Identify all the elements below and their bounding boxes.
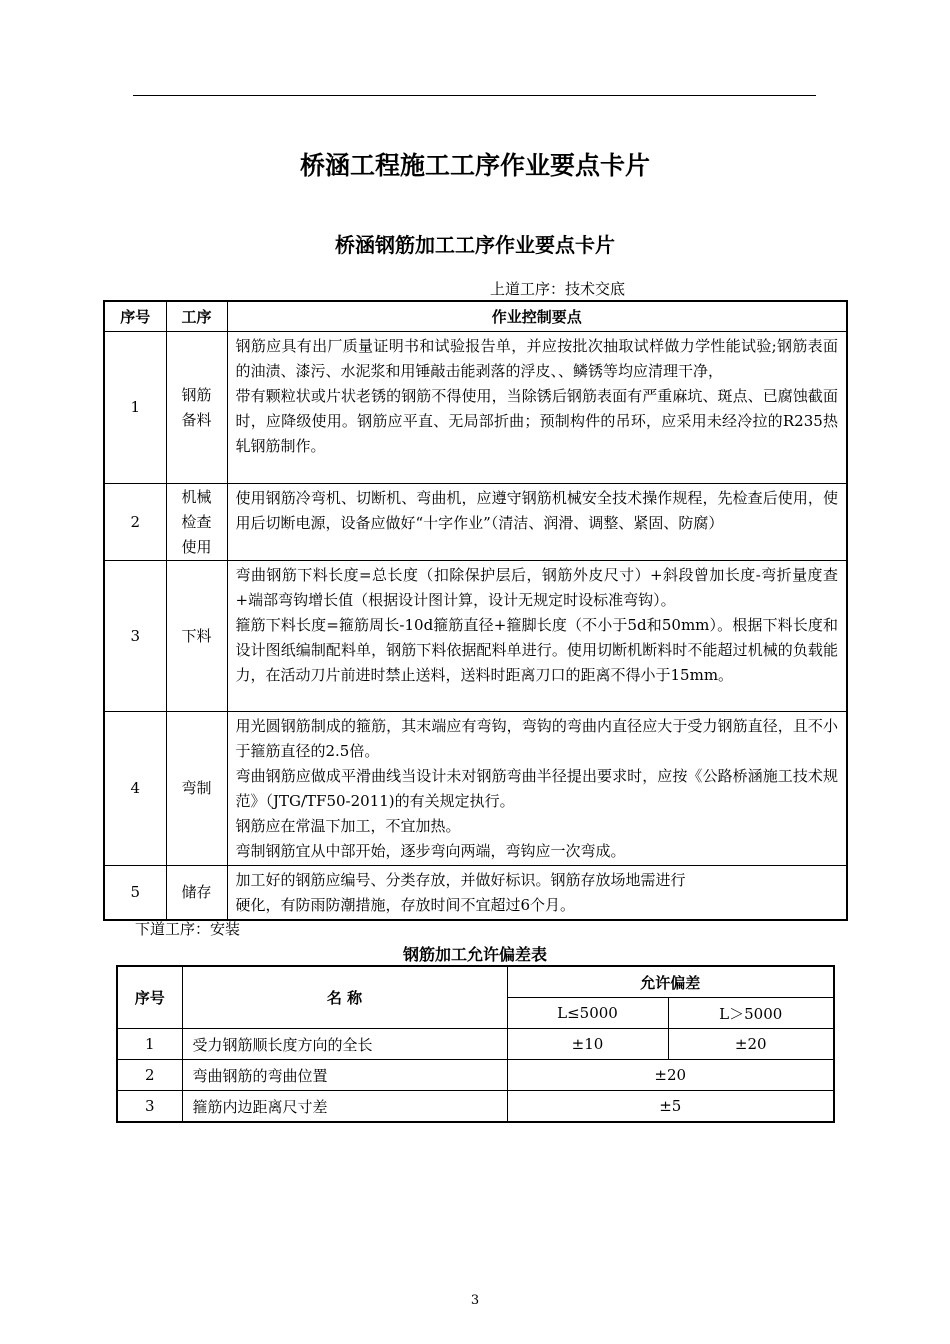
requirement-text: 弯曲钢筋下料长度=总长度（扣除保护层后，钢筋外皮尺寸）+斜段曾加长度-弯折量度查+端部弯钩增长值（根据设计图计算，设计无规定时设标准弯钩）。 [235,566,838,609]
row-requirements [227,866,847,921]
row-no: 1 [104,332,166,484]
header-tolerance: 允许偏差 [507,966,834,998]
card-title: 桥涵钢筋加工工序作业要点卡片 [335,233,615,257]
row-no: 3 [117,1091,182,1123]
row-value: ±5 [507,1091,834,1123]
table-row [104,712,847,866]
row-step [166,484,227,561]
header-no: 序号 [117,966,182,1029]
header-l-gt-5000: L＞5000 [668,998,834,1029]
row-no: 5 [104,866,166,921]
row-value-2: ±20 [668,1029,834,1060]
tolerance-table [116,965,835,1123]
row-no: 2 [104,484,166,561]
row-name: 箍筋内边距离尺寸差 [182,1091,507,1123]
table-row [117,1029,834,1060]
row-step: 储存 [166,866,227,921]
row-name: 弯曲钢筋的弯曲位置 [182,1060,507,1091]
work-card-table [103,300,848,921]
row-requirements [227,484,847,561]
table-row [104,484,847,561]
header-rule [133,95,816,96]
previous-step-label: 上道工序：技术交底 [490,280,626,298]
row-name: 受力钢筋顺长度方向的全长 [182,1029,507,1060]
next-step-label: 下道工序：安装 [135,920,241,938]
table-row [104,866,847,921]
row-step: 下料 [166,561,227,712]
row-no: 1 [117,1029,182,1060]
requirement-text: 箍筋下料长度=箍筋周长-10d箍筋直径+箍脚长度（不小于5d和50mm）。根据下料长度和设计图纸编制配料单，钢筋下料依据配料单进行。使用切断机断料时不能超过机械的负载能力，在活动刀片前进时禁止送料，送料时距离刀口的距离不得小于15mm。 [235,616,838,684]
table-header-row [104,301,847,332]
header-no: 序号 [104,301,166,332]
table-row [104,332,847,484]
row-step-text: 机械检查使用 [181,487,212,556]
row-step [166,332,227,484]
row-step: 弯制 [166,712,227,866]
page-number: 3 [470,1293,480,1308]
table-header-row [117,966,834,998]
requirement-text: 弯制钢筋宜从中部开始，逐步弯向两端，弯钩应一次弯成。 [235,842,626,860]
requirement-text: 硬化，有防雨防潮措施，存放时间不宜超过6个月。 [235,896,576,914]
requirement-text: 加工好的钢筋应编号、分类存放，并做好标识。钢筋存放场地需进行 [235,871,686,889]
table-row [117,1060,834,1091]
tolerance-table-title: 钢筋加工允许偏差表 [402,945,547,964]
header-name: 名 称 [182,966,507,1029]
row-requirements [227,561,847,712]
table-row [117,1091,834,1123]
header-step: 工序 [166,301,227,332]
row-requirements [227,332,847,484]
requirement-text: 弯曲钢筋应做成平滑曲线当设计未对钢筋弯曲半径提出要求时，应按《公路桥涵施工技术规范》（JTG/TF50-2011)的有关规定执行。 [235,767,838,810]
requirement-text: 钢筋应在常温下加工，不宜加热。 [235,817,461,835]
requirement-text: 使用钢筋冷弯机、切断机、弯曲机，应遵守钢筋机械安全技术操作规程，先检查后使用，使用后切断电源，设备应做好“十字作业”（清洁、润滑、调整、紧固、防腐） [235,489,838,532]
row-no: 4 [104,712,166,866]
row-no: 2 [117,1060,182,1091]
row-requirements [227,712,847,866]
row-step-text: 钢筋备料 [181,385,212,429]
row-value-1: ±10 [507,1029,668,1060]
header-l-le-5000: L≤5000 [507,998,668,1029]
requirement-text: 带有颗粒状或片状老锈的钢筋不得使用，当除锈后钢筋表面有严重麻坑、斑点、已腐蚀截面时，应降级使用。钢筋应平直、无局部折曲；预制构件的吊环，应采用未经冷拉的R235热轧钢筋制作。 [235,387,838,455]
row-no: 3 [104,561,166,712]
header-requirements: 作业控制要点 [227,301,847,332]
requirement-text: 用光圆钢筋制成的箍筋，其末端应有弯钩，弯钩的弯曲内直径应大于受力钢筋直径，且不小于箍筋直径的2.5倍。 [235,717,838,760]
row-value: ±20 [507,1060,834,1091]
table-row [104,561,847,712]
page-title: 桥涵工程施工工序作业要点卡片 [299,151,650,180]
requirement-text: 钢筋应具有出厂质量证明书和试验报告单，并应按批次抽取试样做力学性能试验;钢筋表面的油渍、漆污、水泥浆和用锤敲击能剥落的浮皮、、鳞锈等均应清理干净， [235,337,838,380]
